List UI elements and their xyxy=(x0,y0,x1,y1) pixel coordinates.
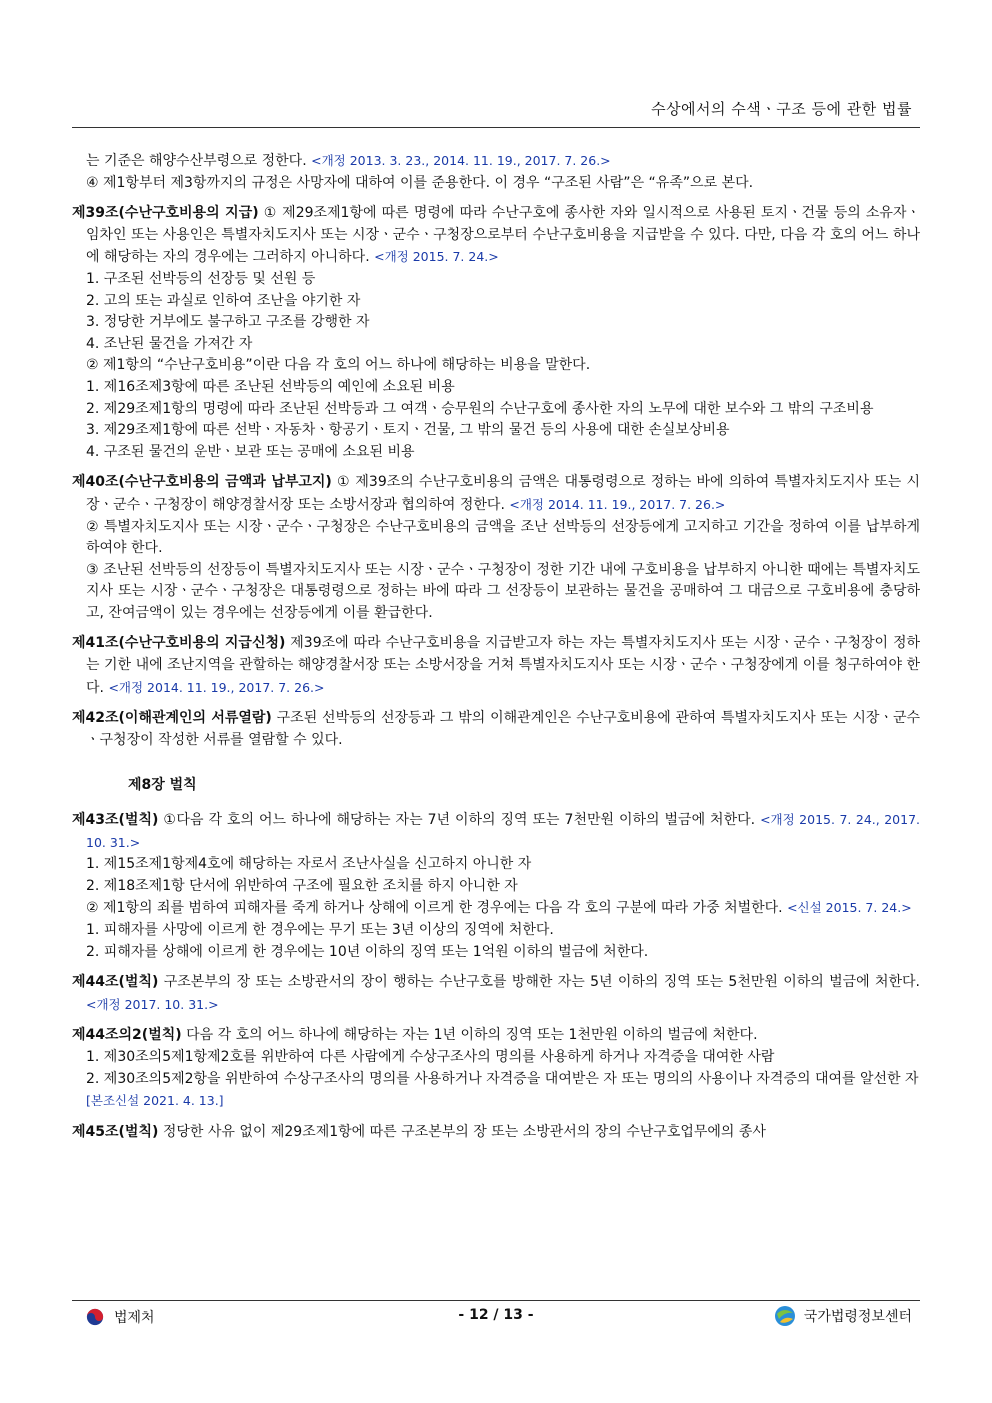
amendment-note: <신설 2015. 7. 24.> xyxy=(787,900,912,916)
amendment-note: <개정 2017. 10. 31.> xyxy=(86,996,219,1012)
article-39-title: 제39조(수난구호비용의 지급) xyxy=(72,205,259,222)
list-item: 1. 제16조제3항에 따른 조난된 선박등의 예인에 소요된 비용 xyxy=(86,378,455,395)
article-40-title: 제40조(수난구호비용의 금액과 납부고지) xyxy=(72,474,332,491)
list-item: 2. 제29조제1항의 명령에 따라 조난된 선박등과 그 여객ㆍ승무원의 수난구호에 종사한 자의 노무에 대한 보수와 그 밖의 구조비용 xyxy=(86,400,874,417)
list-item: 2. 제18조제1항 단서에 위반하여 구조에 필요한 조치를 하지 아니한 자 xyxy=(86,877,518,894)
article-42: 제42조(이해관계인의 서류열람) 구조된 선박등의 선장등과 그 밖의 이해관계인은 수난구호비용에 관하여 특별자치도지사 또는 시장ㆍ군수ㆍ구청장이 작성한 서류를 열람할 수 있다. xyxy=(72,710,920,748)
footer-right-label: 국가법령정보센터 xyxy=(803,1309,912,1325)
page-footer xyxy=(72,1305,920,1331)
page-number: - 12 / 13 - xyxy=(458,1307,534,1323)
article-41-title: 제41조(수난구호비용의 지급신청) xyxy=(72,635,286,652)
paragraph-3: ③ 조난된 선박등의 선장등이 특별자치도지사 또는 시장ㆍ군수ㆍ구청장이 정한 기간 내에 구호비용을 납부하지 아니한 때에는 특별자치도지사 또는 시장ㆍ군수ㆍ구청장은 대통령령으로 정하는 바에 따라 그 선장등이 보관하는 물건을 공매하여 그 대금으로 구호비용에 충당하고, 잔여금액이 있는 경우에는 선장등에게 이를 환급한다. xyxy=(86,561,920,621)
list-item: 3. 정당한 거부에도 불구하고 구조를 강행한 자 xyxy=(86,314,370,331)
paragraph-2: ② 제1항의 죄를 범하여 피해자를 죽게 하거나 상해에 이르게 한 경우에는 다음 각 호의 구분에 따라 가중 처벌한다. <신설 2015. 7. 24.> xyxy=(86,900,912,917)
list-item: 1. 피해자를 사망에 이르게 한 경우에는 무기 또는 3년 이상의 징역에 처한다. xyxy=(86,922,554,938)
list-item: 2. 제30조의5제2항을 위반하여 수상구조사의 명의를 사용하거나 자격증을 대여받은 자 또는 명의의 사용이나 자격증의 대여를 알선한 자 xyxy=(86,1070,919,1087)
article-45: 제45조(벌칙) 정당한 사유 없이 제29조제1항에 따른 구조본부의 장 또는 소방관서의 장의 수난구호업무에의 종사 xyxy=(72,1123,766,1140)
amendment-note: <개정 2014. 11. 19., 2017. 7. 26.> xyxy=(509,496,726,512)
header-divider xyxy=(72,127,920,128)
amendment-note: <개정 2015. 7. 24., 2017. 10. 31.> xyxy=(86,812,920,850)
list-item: 2. 피해자를 상해에 이르게 한 경우에는 10년 이하의 징역 또는 1억원 이하의 벌금에 처한다. xyxy=(86,943,649,960)
footer-left-label: 법제처 xyxy=(114,1310,155,1326)
article-44: 제44조(벌칙) 구조본부의 장 또는 소방관서의 장이 행하는 수난구호를 방해한 자는 5년 이하의 징역 또는 5천만원 이하의 벌금에 처한다. <개정 2017. 10. 31.> xyxy=(72,974,920,1012)
list-item: 4. 조난된 물건을 가져간 자 xyxy=(86,335,253,352)
document-running-title: 수상에서의 수색ㆍ구조 등에 관한 법률 xyxy=(651,100,912,118)
paragraph-2: ② 특별자치도지사 또는 시장ㆍ군수ㆍ구청장은 수난구호비용의 금액을 조난 선박등의 선장등에게 고지하고 기간을 정하여 이를 납부하게 하여야 한다. xyxy=(86,518,920,557)
footer-right xyxy=(774,1305,912,1327)
list-item: 4. 구조된 물건의 운반ㆍ보관 또는 공매에 소요된 비용 xyxy=(86,443,415,460)
list-item: 3. 제29조제1항에 따른 선박ㆍ자동차ㆍ항공기ㆍ토지ㆍ건물, 그 밖의 물건 등의 사용에 대한 손실보상비용 xyxy=(86,422,730,439)
article-43-title: 제43조(벌칙) xyxy=(72,812,159,829)
footer-divider xyxy=(72,1300,920,1301)
chapter-heading: 제8장 벌칙 xyxy=(128,777,197,794)
article-44-2: 제44조의2(벌칙) 다음 각 호의 어느 하나에 해당하는 자는 1년 이하의 징역 또는 1천만원 이하의 벌금에 처한다. xyxy=(72,1027,758,1044)
list-item: 1. 제30조의5제1항제2호를 위반하여 다른 사람에게 수상구조사의 명의를 사용하게 하거나 자격증을 대여한 사람 xyxy=(86,1048,775,1065)
list-item: 2. 고의 또는 과실로 인하여 조난을 야기한 자 xyxy=(86,292,361,309)
paragraph-4: ④ 제1항부터 제3항까지의 규정은 사망자에 대하여 이를 준용한다. 이 경우 “구조된 사람”은 “유족”으로 본다. xyxy=(86,174,754,191)
amendment-note: <개정 2013. 3. 23., 2014. 11. 19., 2017. 7. 26.> xyxy=(311,153,611,168)
article-45-title: 제45조(벌칙) xyxy=(72,1123,159,1140)
article-40: 제40조(수난구호비용의 금액과 납부고지) ① 제39조의 수난구호비용의 금액은 대통령령으로 정하는 바에 의하여 특별자치도지사 또는 시장ㆍ군수ㆍ구청장이 해양경찰서장 또는 소방서장과 협의하여 정한다. <개정 2014. 11. 19., 2017. 7. 26.> xyxy=(72,474,920,513)
list-item: 1. 구조된 선박등의 선장등 및 선원 등 xyxy=(86,270,316,287)
article-44-title: 제44조(벌칙) xyxy=(72,974,159,991)
amendment-note: <개정 2015. 7. 24.> xyxy=(374,249,499,265)
list-item: 1. 제15조제1항제4호에 해당하는 자로서 조난사실을 신고하지 아니한 자 xyxy=(86,856,532,873)
article-39: 제39조(수난구호비용의 지급) ① 제29조제1항에 따른 명령에 따라 수난구호에 종사한 자와 일시적으로 사용된 토지ㆍ건물 등의 소유자ㆍ임차인 또는 사용인은 특별자치도지사 또는 시장ㆍ군수ㆍ구청장으로부터 수난구호비용을 지급받을 수 있다. 다만, 다음 각 호의 어느 하나에 해당하는 자의 경우에는 그러하지 아니하다. <개정 2015. 7. 24.> xyxy=(72,205,921,266)
article-44-2-title: 제44조의2(벌칙) xyxy=(72,1027,182,1044)
article-42-title: 제42조(이해관계인의 서류열람) xyxy=(72,710,272,727)
amendment-note: [본조신설 2021. 4. 13.] xyxy=(86,1093,224,1109)
paragraph-continuation: 는 기준은 해양수산부령으로 정한다. <개정 2013. 3. 23., 2014. 11. 19., 2017. 7. 26.> xyxy=(86,153,611,169)
paragraph-2: ② 제1항의 “수난구호비용”이란 다음 각 호의 어느 하나에 해당하는 비용을 말한다. xyxy=(86,357,591,374)
globe-logo-icon xyxy=(774,1305,796,1327)
amendment-note: <개정 2014. 11. 19., 2017. 7. 26.> xyxy=(108,679,325,695)
article-41: 제41조(수난구호비용의 지급신청) 제39조에 따라 수난구호비용을 지급받고자 하는 자는 특별자치도지사 또는 시장ㆍ군수ㆍ구청장이 정하는 기한 내에 조난지역을 관할하는 해양경찰서장 또는 소방서장을 거쳐 특별자치도지사 또는 시장ㆍ군수ㆍ구청장에게 이를 청구하여야 한다. <개정 2014. 11. 19., 2017. 7. 26.> xyxy=(72,635,921,696)
article-43: 제43조(벌칙) ①다음 각 호의 어느 하나에 해당하는 자는 7년 이하의 징역 또는 7천만원 이하의 벌금에 처한다. <개정 2015. 7. 24., 2017. 10. 31.> xyxy=(72,812,920,850)
law-text-body xyxy=(72,150,920,1143)
